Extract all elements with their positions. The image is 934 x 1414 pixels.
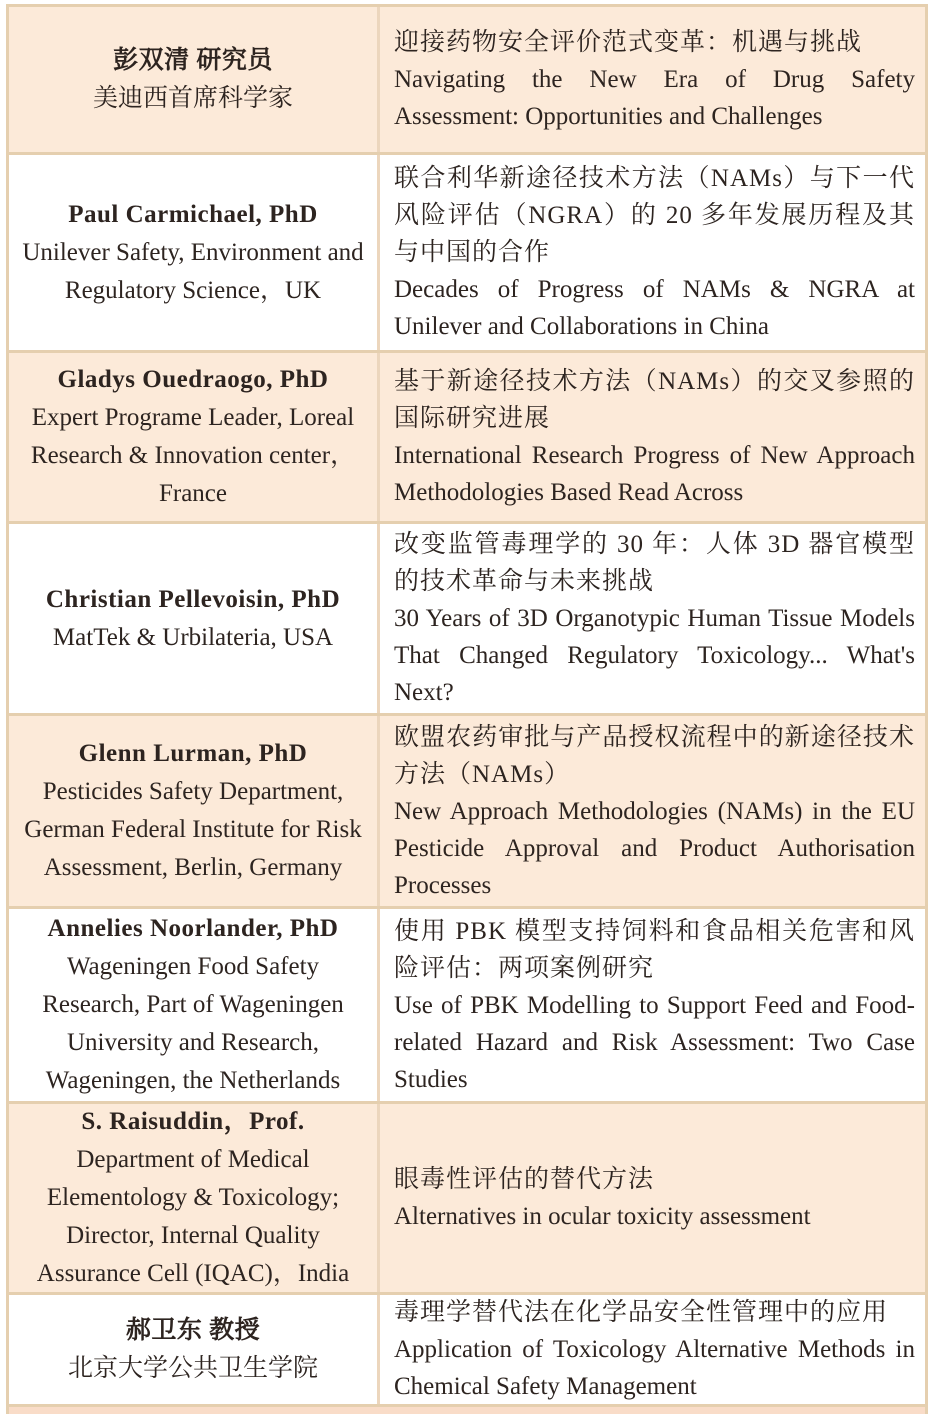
topic-cell [380, 524, 925, 713]
topic-title-en: Use of PBK Modelling to Support Feed and Food-related Hazard and Risk Assessment: Two Case Studies [394, 991, 915, 1093]
speaker-name: Glenn Lurman, PhD [78, 740, 308, 767]
table-row [9, 7, 925, 152]
speaker-cell [9, 524, 380, 713]
topic-title-en: Application of Toxicology Alternative Methods in Chemical Safety Management [394, 1336, 915, 1400]
table-rows-container [9, 7, 925, 1404]
speaker-schedule-table [6, 4, 928, 1414]
topic-title-en: 30 Years of 3D Organotypic Human Tissue Models That Changed Regulatory Toxicology... What's Next? [394, 605, 915, 706]
topic-title-en: Navigating the New Era of Drug Safety Assessment: Opportunities and Challenges [394, 66, 915, 130]
topic-title-en: New Approach Methodologies (NAMs) in the EU Pesticide Approval and Product Authorisation Processes [394, 797, 915, 899]
topic-title-zh: 改变监管毒理学的 30 年：人体 3D 器官模型的技术革命与未来挑战 [394, 531, 915, 595]
table-row [9, 906, 925, 1101]
topic-title-zh: 使用 PBK 模型支持饲料和食品相关危害和风险评估：两项案例研究 [394, 917, 915, 982]
next-row-partial-strip [9, 1404, 925, 1414]
speaker-name: 郝卫东 教授 [125, 1316, 261, 1344]
topic-title-zh: 欧盟农药审批与产品授权流程中的新途径技术方法（NAMs） [394, 723, 915, 788]
topic-cell [380, 1295, 925, 1404]
speaker-cell [9, 716, 380, 906]
table-row [9, 350, 925, 521]
topic-title-zh: 毒理学替代法在化学品安全性管理中的应用 [394, 1299, 889, 1326]
speaker-cell [9, 1295, 380, 1404]
topic-title-en: Decades of Progress of NAMs & NGRA at Unilever and Collaborations in China [394, 276, 915, 340]
speaker-affiliation: Pesticides Safety Department, German Federal Institute for Risk Assessment, Berlin, Germany [24, 778, 362, 881]
speaker-affiliation: Department of Medical Elementology & Toxicology; Director, Internal Quality Assurance Cell (IQAC)，India [36, 1146, 350, 1287]
speaker-affiliation: 北京大学公共卫生学院 [67, 1354, 318, 1382]
speaker-affiliation: 美迪西首席科学家 [92, 84, 293, 112]
speaker-cell [9, 7, 380, 152]
speaker-name: 彭双清 研究员 [113, 46, 273, 74]
topic-title-zh: 基于新途径技术方法（NAMs）的交叉参照的国际研究进展 [394, 368, 915, 432]
speaker-cell [9, 353, 380, 521]
speaker-name: Paul Carmichael, PhD [68, 200, 318, 228]
table-row [9, 152, 925, 350]
table-row [9, 1292, 925, 1404]
speaker-affiliation: Expert Programe Leader, Loreal Research & Innovation center，France [30, 404, 356, 507]
speaker-affiliation: Wageningen Food Safety Research, Part of Wageningen University and Research, Wageningen, the Netherlands [42, 953, 344, 1094]
topic-cell [380, 155, 925, 350]
speaker-cell [9, 155, 380, 350]
speaker-cell [9, 1104, 380, 1292]
topic-cell [380, 909, 925, 1101]
topic-title-zh: 迎接药物安全评价范式变革：机遇与挑战 [394, 29, 863, 56]
topic-cell [380, 353, 925, 521]
speaker-name: Annelies Noorlander, PhD [47, 915, 339, 942]
speaker-name: Christian Pellevoisin, PhD [45, 585, 341, 613]
topic-title-zh: 眼毒性评估的替代方法 [394, 1166, 655, 1193]
topic-cell [380, 7, 925, 152]
table-row [9, 713, 925, 906]
topic-cell [380, 716, 925, 906]
topic-title-en: Alternatives in ocular toxicity assessment [394, 1203, 811, 1230]
speaker-name: S. Raisuddin，Prof. [81, 1108, 305, 1135]
table-row [9, 1101, 925, 1292]
topic-title-en: International Research Progress of New Approach Methodologies Based Read Across [394, 442, 915, 506]
speaker-affiliation: MatTek & Urbilateria, USA [52, 623, 334, 651]
speaker-cell [9, 909, 380, 1101]
speaker-affiliation: Unilever Safety, Environment and Regulatory Science，UK [22, 238, 364, 304]
topic-cell [380, 1104, 925, 1292]
speaker-name: Gladys Ouedraogo, PhD [57, 366, 329, 393]
topic-title-zh: 联合利华新途径技术方法（NAMs）与下一代风险评估（NGRA）的 20 多年发展历程及其与中国的合作 [394, 165, 915, 266]
table-row [9, 521, 925, 713]
